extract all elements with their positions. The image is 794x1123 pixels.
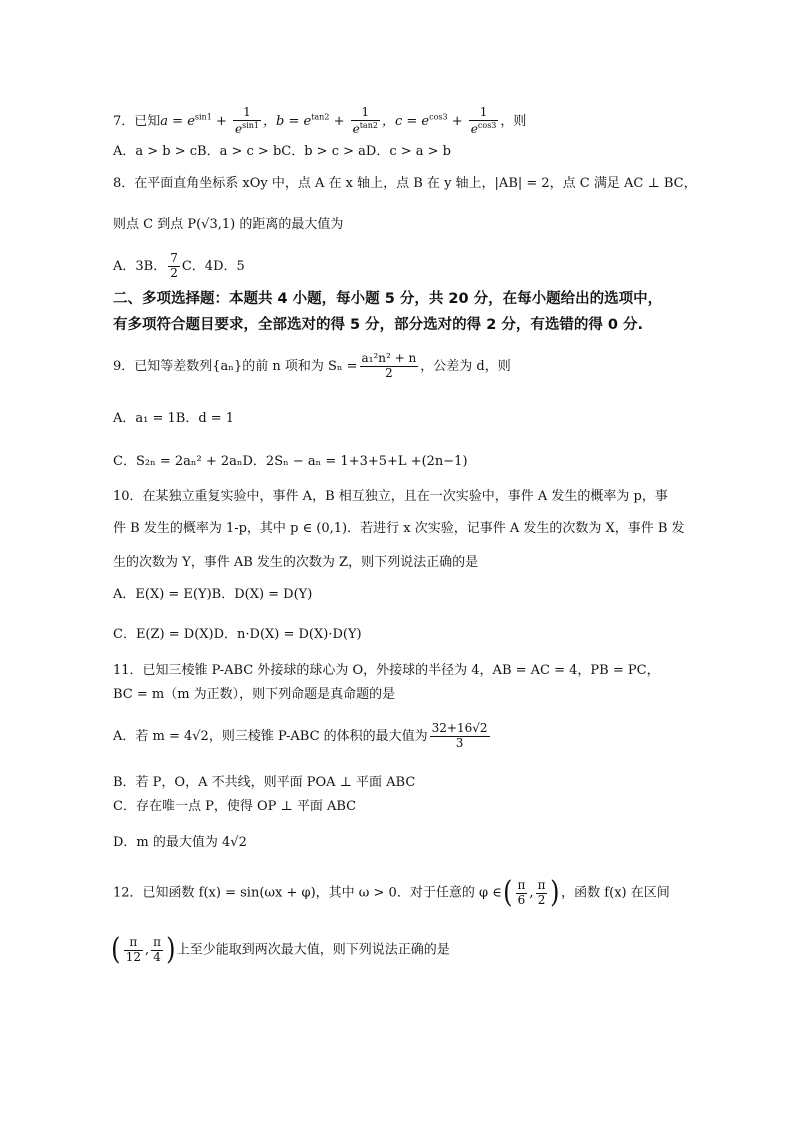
q11-opt-b: B．若 P，O，A 不共线，则平面 POA ⊥ 平面 ABC bbox=[113, 775, 416, 790]
q7-plus-a: + bbox=[215, 113, 227, 129]
q8-opt-rest: C．4D．5 bbox=[181, 258, 245, 274]
q7-b-exp: tan2 bbox=[311, 112, 330, 122]
q7-frac-c-den: e bbox=[470, 121, 478, 136]
q7-c: ，c = e bbox=[381, 113, 430, 129]
q7-frac-b bbox=[351, 106, 380, 137]
q12-frac-3-den: 12 bbox=[125, 949, 141, 964]
section2-line1: 二、多项选择题：本题共 4 小题，每小题 5 分，共 20 分，在每小题给出的选项中， bbox=[113, 291, 663, 307]
q11-line1: 11．已知三棱锥 P-ABC 外接球的球心为 O，外接球的半径为 4，AB = AC = 4，PB = PC， bbox=[113, 663, 660, 678]
q7-frac-b-den: e bbox=[352, 121, 360, 136]
q12-frac-4 bbox=[151, 936, 163, 965]
q11-opt-a bbox=[113, 722, 492, 751]
q12-frac-4-den: 4 bbox=[153, 949, 161, 964]
q7-plus-b: + bbox=[333, 113, 345, 129]
q7-frac-b-num: 1 bbox=[351, 106, 380, 121]
q10-line3: 生的次数为 Y，事件 AB 发生的次数为 Z，则下列说法正确的是 bbox=[113, 555, 479, 570]
q9-frac-num: a₁²n² + n bbox=[361, 351, 417, 365]
q7-lead: 7．已知 bbox=[113, 113, 161, 129]
q7-options: A．a > b > cB．a > c > bC．b > c > aD．c > a > b bbox=[113, 144, 451, 159]
q11-frac bbox=[430, 722, 490, 751]
q7-frac-c-num: 1 bbox=[469, 106, 499, 121]
q9-opt-cd: C．S₂ₙ = 2aₙ² + 2aₙD．2Sₙ − aₙ = 1+3+5+L +(2n−1) bbox=[113, 454, 468, 469]
section2-line2: 有多项符合题目要求，全部选对的得 5 分，部分选对的得 2 分，有选错的得 0 分. bbox=[113, 317, 644, 333]
q7-frac-a-num: 1 bbox=[233, 106, 261, 121]
q8-line1: 8．在平面直角坐标系 xOy 中，点 A 在 x 轴上，点 B 在 y 轴上，|AB| = 2，点 C 满足 AC ⊥ BC， bbox=[113, 176, 697, 191]
q7-frac-c bbox=[469, 106, 499, 137]
q11-frac-num: 32+16√2 bbox=[431, 721, 488, 735]
q12-line1: 12．已知函数 f(x) = sin(ωx + φ)，其中 ω > 0．对于任意的 φ ∈( $\frac{\pi}{6}$ , $\frac{\pi}{2}$ )，函数 f(x) 在区间 bbox=[113, 875, 670, 910]
q7-frac-b-den-exp: tan2 bbox=[359, 120, 378, 130]
q12-frac-2-num: π bbox=[537, 877, 546, 892]
q8-line2: 则点 C 到点 P(√3,1) 的距离的最大值为 bbox=[113, 217, 344, 232]
q8-frac bbox=[168, 252, 180, 281]
q12-frac-1 bbox=[516, 879, 528, 908]
q9-tail: ，公差为 d，则 bbox=[420, 358, 511, 374]
q11-line2: BC = m（m 为正数），则下列命题是真命题的是 bbox=[113, 687, 396, 702]
q7-tail: ，则 bbox=[500, 113, 527, 129]
q12-frac-1-num: π bbox=[517, 877, 526, 892]
q12-frac-2 bbox=[536, 879, 548, 908]
q12-tail: ，函数 f(x) 在区间 bbox=[561, 885, 670, 901]
q12-frac-1-den: 6 bbox=[517, 892, 526, 907]
q9-stem bbox=[113, 352, 511, 381]
q12-frac-3 bbox=[124, 936, 143, 965]
q8-opt-a: A．3B． bbox=[113, 258, 167, 274]
q7-stem bbox=[113, 106, 526, 137]
q8-frac-num: 7 bbox=[170, 251, 178, 265]
q12-line2-tail: 上至少能取到两次最大值，则下列说法正确的是 bbox=[176, 942, 450, 958]
q12-frac-2-den: 2 bbox=[537, 892, 546, 907]
q7-plus-c: + bbox=[451, 113, 463, 129]
q8-options bbox=[113, 252, 245, 281]
q12-frac-4-num: π bbox=[153, 934, 162, 949]
q7-frac-a-den: e bbox=[234, 121, 243, 136]
q12-comma-2: , bbox=[145, 942, 150, 958]
q12-line2: ( $\frac{\pi}{12}$ , $\frac{\pi}{4}$ )上至少能取到两次最大值，则下列说法正确的是 bbox=[111, 932, 450, 967]
q9-lead: 9．已知等差数列{aₙ}的前 n 项和为 Sₙ = bbox=[113, 358, 358, 374]
q8-frac-den: 2 bbox=[170, 265, 178, 280]
q12-frac-3-num: π bbox=[124, 936, 143, 951]
q12-comma-1: , bbox=[529, 885, 534, 901]
q7-a: a = e bbox=[160, 113, 195, 129]
q12-lead: 12．已知函数 f(x) = sin(ωx + φ)，其中 ω > 0．对于任意的 φ ∈ bbox=[113, 885, 502, 901]
q9-frac bbox=[360, 352, 419, 381]
q10-line1: 10．在某独立重复实验中，事件 A，B 相互独立，且在一次实验中，事件 A 发生的概率为 p，事 bbox=[113, 489, 668, 504]
q7-frac-c-den-exp: cos3 bbox=[477, 120, 497, 130]
q11-opt-a-lead: A．若 m = 4√2，则三棱锥 P-ABC 的体积的最大值为 bbox=[113, 728, 428, 744]
q10-opt-ab: A．E(X) = E(Y)B．D(X) = D(Y) bbox=[113, 587, 313, 602]
q10-opt-cd: C．E(Z) = D(X)D．n·D(X) = D(X)·D(Y) bbox=[113, 627, 362, 642]
q7-frac-a-den-exp: sin1 bbox=[242, 120, 259, 130]
q7-a-exp: sin1 bbox=[194, 112, 212, 122]
q7-frac-a bbox=[233, 106, 261, 137]
q9-frac-den: 2 bbox=[385, 365, 393, 380]
q7-b: ，b = e bbox=[263, 113, 312, 129]
q7-c-exp: cos3 bbox=[429, 112, 448, 122]
q10-line2: 件 B 发生的概率为 1-p，其中 p ∈ (0,1)．若进行 x 次实验，记事件 A 发生的次数为 X，事件 B 发 bbox=[113, 521, 685, 536]
q11-opt-c: C．存在唯一点 P，使得 OP ⊥ 平面 ABC bbox=[113, 799, 357, 814]
q11-opt-d: D．m 的最大值为 4√2 bbox=[113, 835, 247, 850]
q11-frac-den: 3 bbox=[455, 735, 464, 750]
q9-opt-ab: A．a₁ = 1B．d = 1 bbox=[113, 411, 235, 426]
